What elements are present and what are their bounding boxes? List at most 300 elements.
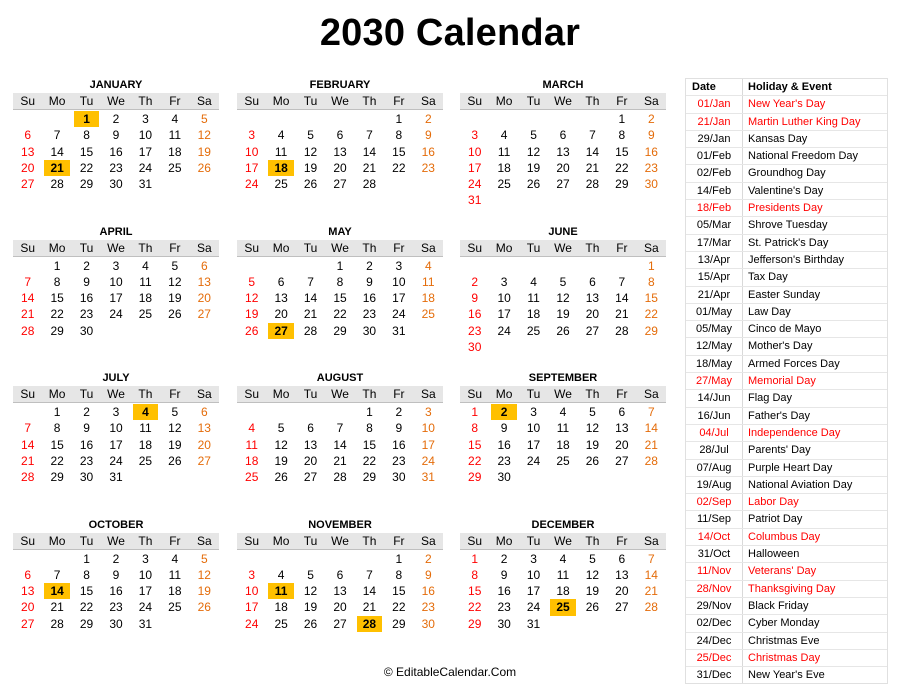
day-cell: 15 [333,291,347,306]
day-cell: 3 [248,567,256,582]
day-cell: 3 [530,405,537,419]
day-cell: 6 [277,274,285,289]
day-cell: 22 [468,600,482,615]
month-name: JULY [102,372,130,384]
day-cell: 3 [471,128,479,143]
event-row [686,96,887,113]
day-cell: 24 [526,453,541,468]
weekday-label: We [331,94,349,108]
day-cell: 8 [395,128,403,143]
day-cell: 23 [644,160,658,175]
day-cell: 13 [21,584,35,599]
day-cell: 8 [53,421,61,436]
weekday-label: Fr [169,240,181,255]
event-row [686,529,887,546]
event-date: 05/Mar [686,217,743,233]
day-cell: 4 [248,421,256,436]
weekday-label: Mo [495,387,513,401]
day-cell: 27 [333,177,347,192]
event-date: 14/Oct [686,529,743,545]
day-cell: 10 [109,274,123,289]
day-cell: 15 [468,584,482,599]
day-cell: 24 [109,453,123,468]
event-date: 17/Mar [686,235,743,251]
month-name: APRIL [99,225,133,238]
day-cell: 21 [585,160,600,175]
event-name: National Freedom Day [748,150,859,163]
day-cell: 25 [168,160,182,175]
day-cell: 6 [618,405,626,419]
day-cell: 14 [615,291,629,306]
day-cell: 26 [168,307,182,322]
day-cell: 14 [21,291,35,306]
day-cell: 7 [53,567,61,582]
day-cell: 28 [303,323,318,338]
event-row [686,390,887,407]
day-cell: 19 [556,307,570,322]
day-cell: 29 [644,323,658,338]
empty-cell [325,111,354,127]
day-cell: 22 [79,160,94,175]
day-cell: 8 [83,128,90,143]
day-cell: 2 [424,551,432,566]
day-grid [237,111,443,192]
day-cell: 5 [530,128,537,143]
day-cell: 24 [138,160,153,175]
day-grid [237,258,443,339]
day-cell: 13 [585,291,600,306]
day-cell: 23 [497,600,511,615]
event-date: 14/Jun [686,390,743,406]
events-header-name: Holiday & Event [748,81,832,93]
empty-cell [548,111,577,127]
day-cell: 14 [362,144,377,159]
day-cell-holiday: 21 [44,160,69,176]
weekday-header [13,533,219,550]
day-cell: 22 [333,307,347,322]
event-row [686,321,887,338]
day-cell: 7 [618,274,626,289]
day-grid [460,111,666,209]
day-cell: 1 [336,258,344,273]
day-cell: 21 [644,584,658,599]
day-cell: 24 [468,177,482,192]
event-name: Parents' Day [748,444,811,457]
holiday-events-table [685,78,888,684]
day-cell: 7 [24,421,32,436]
day-cell-holiday: 1 [74,111,99,127]
event-date: 02/Sep [686,494,743,510]
day-cell: 1 [395,551,403,566]
day-cell: 9 [112,128,120,143]
day-cell: 12 [585,421,600,436]
event-row [686,304,887,321]
event-row [686,581,887,598]
weekday-label: Su [20,94,36,108]
day-cell: 6 [24,567,32,582]
day-cell: 3 [142,112,149,126]
day-cell: 30 [79,323,94,338]
empty-cell [607,258,636,274]
day-cell: 25 [138,453,153,468]
weekday-label: Su [467,240,483,255]
day-cell: 14 [50,144,64,159]
day-cell: 8 [83,567,90,582]
weekday-header [13,240,219,257]
day-cell: 23 [421,600,435,615]
day-cell: 16 [421,144,435,159]
day-cell: 25 [556,453,570,468]
day-cell: 13 [21,144,35,159]
day-cell: 29 [468,470,482,485]
day-cell: 9 [424,567,432,582]
day-cell: 19 [197,584,211,599]
day-cell: 13 [556,144,570,159]
events-header-date: Date [686,79,743,95]
day-cell: 15 [362,437,377,452]
empty-cell [519,111,548,127]
weekday-label: Sa [420,94,436,108]
day-cell: 15 [79,144,94,159]
day-cell: 15 [50,291,64,306]
day-cell: 19 [197,144,211,159]
event-date: 02/Feb [686,165,743,181]
event-name: Armed Forces Day [748,357,840,370]
event-row [686,356,887,373]
day-cell: 27 [21,616,35,631]
day-cell: 24 [245,177,259,192]
weekday-label: We [331,387,349,401]
event-name: Cinco de Mayo [748,323,822,336]
day-cell: 7 [366,128,373,143]
day-grid [460,404,666,485]
day-cell: 10 [138,128,153,143]
day-cell: 8 [471,421,479,436]
day-cell: 25 [274,177,288,192]
day-cell: 2 [500,551,508,566]
day-cell: 4 [171,551,179,566]
event-name: Black Friday [748,599,809,612]
day-cell: 3 [424,405,432,419]
day-cell: 16 [644,144,658,159]
empty-cell [578,258,607,274]
day-cell: 24 [245,616,259,631]
weekday-label: Su [20,240,36,255]
day-cell: 13 [333,584,347,599]
day-cell: 10 [497,291,511,306]
day-cell: 16 [362,291,377,306]
event-row [686,148,887,165]
event-row [686,131,887,148]
day-cell: 12 [526,144,541,159]
day-cell: 21 [362,160,377,175]
day-cell: 10 [468,144,482,159]
day-cell: 21 [21,453,35,468]
weekday-label: We [107,387,125,401]
day-cell: 18 [526,307,541,322]
event-date: 28/Jul [686,442,743,458]
day-grid [237,404,443,485]
day-cell: 17 [526,584,541,599]
day-cell: 4 [277,128,285,143]
day-cell: 20 [333,160,347,175]
day-grid [460,258,666,356]
day-cell: 11 [245,437,258,452]
event-date: 01/Feb [686,148,743,164]
day-cell: 1 [395,112,403,126]
weekday-label: Fr [616,387,628,401]
weekday-label: Su [20,533,36,548]
empty-cell [42,551,71,567]
weekday-header [237,240,443,257]
day-cell-holiday: 11 [268,583,293,599]
weekday-label: We [554,387,572,401]
weekday-header [13,386,219,403]
day-cell: 24 [526,600,541,615]
day-cell: 7 [647,405,655,419]
day-cell: 17 [421,437,435,452]
day-cell: 30 [644,177,658,192]
day-cell: 7 [24,274,32,289]
weekday-header [460,240,666,257]
weekday-label: Sa [643,533,659,548]
event-name: Father's Day [748,409,811,422]
empty-cell [519,258,548,274]
day-cell: 16 [497,437,511,452]
day-cell: 12 [556,291,570,306]
day-cell: 15 [50,437,64,452]
day-cell: 15 [79,584,94,599]
event-name: Memorial Day [748,375,816,388]
day-cell: 8 [618,128,626,143]
day-cell: 15 [615,144,629,159]
empty-cell [296,258,325,274]
day-cell: 16 [79,291,94,306]
copyright-footer: © EditableCalendar.Com [383,665,517,679]
day-cell: 11 [139,274,152,289]
weekday-label: Tu [79,94,94,108]
event-name: Cyber Monday [748,617,820,630]
event-name: Independence Day [748,426,841,439]
weekday-label: Th [585,533,600,548]
day-cell: 27 [197,307,211,322]
day-cell: 13 [303,437,318,452]
day-cell: 2 [424,112,432,126]
event-name: St. Patrick's Day [748,236,829,249]
day-cell: 25 [526,323,541,338]
day-cell: 9 [647,128,655,143]
day-cell: 11 [274,144,288,159]
weekday-label: Tu [303,94,318,108]
event-date: 18/Feb [686,200,743,216]
day-cell: 17 [468,160,482,175]
day-cell: 8 [53,274,61,289]
day-cell: 21 [21,307,35,322]
day-cell: 14 [333,437,347,452]
event-date: 31/Oct [686,546,743,562]
day-cell: 26 [274,470,288,485]
event-row [686,183,887,200]
day-cell: 1 [471,551,479,566]
weekday-label: Fr [393,94,405,108]
weekday-label: Sa [196,387,212,401]
day-cell: 26 [585,453,600,468]
empty-cell [355,111,384,127]
day-cell: 23 [109,160,123,175]
day-cell: 25 [168,600,182,615]
day-cell: 27 [585,323,600,338]
weekday-header [460,533,666,550]
day-cell: 31 [109,470,123,485]
day-cell: 6 [200,405,208,419]
month-november [237,518,443,632]
day-cell: 31 [526,616,541,631]
weekday-label: Su [244,240,260,255]
empty-cell [237,258,266,274]
day-cell: 23 [362,307,377,322]
day-cell: 2 [112,112,120,126]
day-cell: 18 [245,453,259,468]
weekday-label: We [554,240,572,255]
day-cell: 10 [392,274,406,289]
day-cell: 29 [468,616,482,631]
day-cell: 27 [615,453,629,468]
event-name: Labor Day [748,496,799,509]
day-cell: 14 [303,291,318,306]
weekday-label: Su [467,387,483,401]
weekday-label: Fr [393,240,405,255]
empty-cell [13,551,42,567]
day-cell: 26 [197,600,211,615]
day-cell: 25 [245,470,259,485]
weekday-label: Sa [196,240,212,255]
day-cell: 16 [79,437,94,452]
day-cell: 24 [109,307,123,322]
day-cell: 11 [497,144,511,159]
day-cell: 5 [200,112,208,126]
day-cell: 30 [79,470,94,485]
day-cell: 9 [471,291,479,306]
weekday-label: Mo [272,240,290,255]
day-cell: 19 [585,437,600,452]
day-cell: 11 [556,567,570,582]
event-row [686,217,887,234]
day-cell: 22 [392,600,406,615]
day-cell: 20 [197,291,211,306]
day-cell: 16 [421,584,435,599]
month-march [460,78,666,209]
day-cell: 28 [50,616,64,631]
month-august [237,371,443,485]
weekday-label: Tu [303,387,318,401]
day-cell: 26 [303,616,318,631]
event-name: Tax Day [748,271,788,284]
day-cell-holiday: 28 [357,616,382,632]
day-cell: 15 [468,437,482,452]
weekday-label: Sa [196,533,212,548]
month-april [13,225,219,339]
weekday-label: Tu [303,240,318,255]
weekday-label: We [554,94,572,108]
day-cell: 29 [615,177,629,192]
day-cell: 3 [500,274,508,289]
weekday-label: Th [362,387,377,401]
day-cell: 13 [333,144,347,159]
weekday-label: Mo [272,533,290,548]
day-cell: 28 [644,453,658,468]
day-cell: 22 [362,453,377,468]
event-row [686,442,887,459]
day-cell: 30 [362,323,377,338]
event-name: Christmas Day [748,651,821,664]
day-cell: 28 [21,323,35,338]
day-cell: 5 [171,405,179,419]
day-cell-holiday: 27 [268,323,293,339]
month-name: AUGUST [316,372,364,384]
event-name: Presidents Day [748,202,823,215]
event-date: 21/Apr [686,287,743,303]
day-cell: 30 [109,616,123,631]
day-cell: 19 [585,584,600,599]
day-cell: 9 [366,274,373,289]
day-cell: 19 [303,600,318,615]
event-date: 13/Apr [686,252,743,268]
day-cell: 25 [274,616,288,631]
weekday-label: Tu [526,533,541,548]
event-date: 28/Nov [686,581,743,597]
weekday-label: Tu [526,240,541,255]
day-cell: 12 [245,291,259,306]
day-cell: 5 [589,551,596,566]
weekday-label: We [107,240,125,255]
event-date: 18/May [686,356,743,372]
empty-cell [266,111,295,127]
day-cell: 7 [366,567,373,582]
weekday-label: Mo [48,533,66,548]
day-cell-holiday: 4 [133,404,158,420]
day-cell: 17 [526,437,541,452]
day-cell: 30 [468,339,482,354]
day-cell: 29 [79,616,94,631]
day-cell: 20 [333,600,347,615]
day-cell: 12 [168,274,182,289]
day-cell: 4 [277,567,285,582]
day-cell: 16 [109,144,123,159]
empty-cell [548,258,577,274]
event-date: 24/Dec [686,633,743,649]
weekday-label: Su [244,533,260,548]
day-cell: 30 [421,616,435,631]
month-name: FEBRUARY [309,79,371,91]
day-cell: 25 [421,307,435,322]
day-cell: 27 [615,600,629,615]
day-cell: 1 [366,405,373,419]
empty-cell [325,551,354,567]
day-cell: 18 [138,437,153,452]
empty-cell [296,404,325,420]
day-cell: 22 [615,160,629,175]
day-cell: 7 [336,421,344,436]
day-cell: 12 [274,437,288,452]
day-cell-holiday: 2 [491,404,516,420]
day-cell: 24 [392,307,406,322]
event-name: Patriot Day [748,513,803,526]
event-row [686,425,887,442]
day-cell: 1 [647,258,655,273]
day-cell: 30 [109,177,123,192]
weekday-label: Th [362,94,377,108]
weekday-label: We [107,94,125,108]
